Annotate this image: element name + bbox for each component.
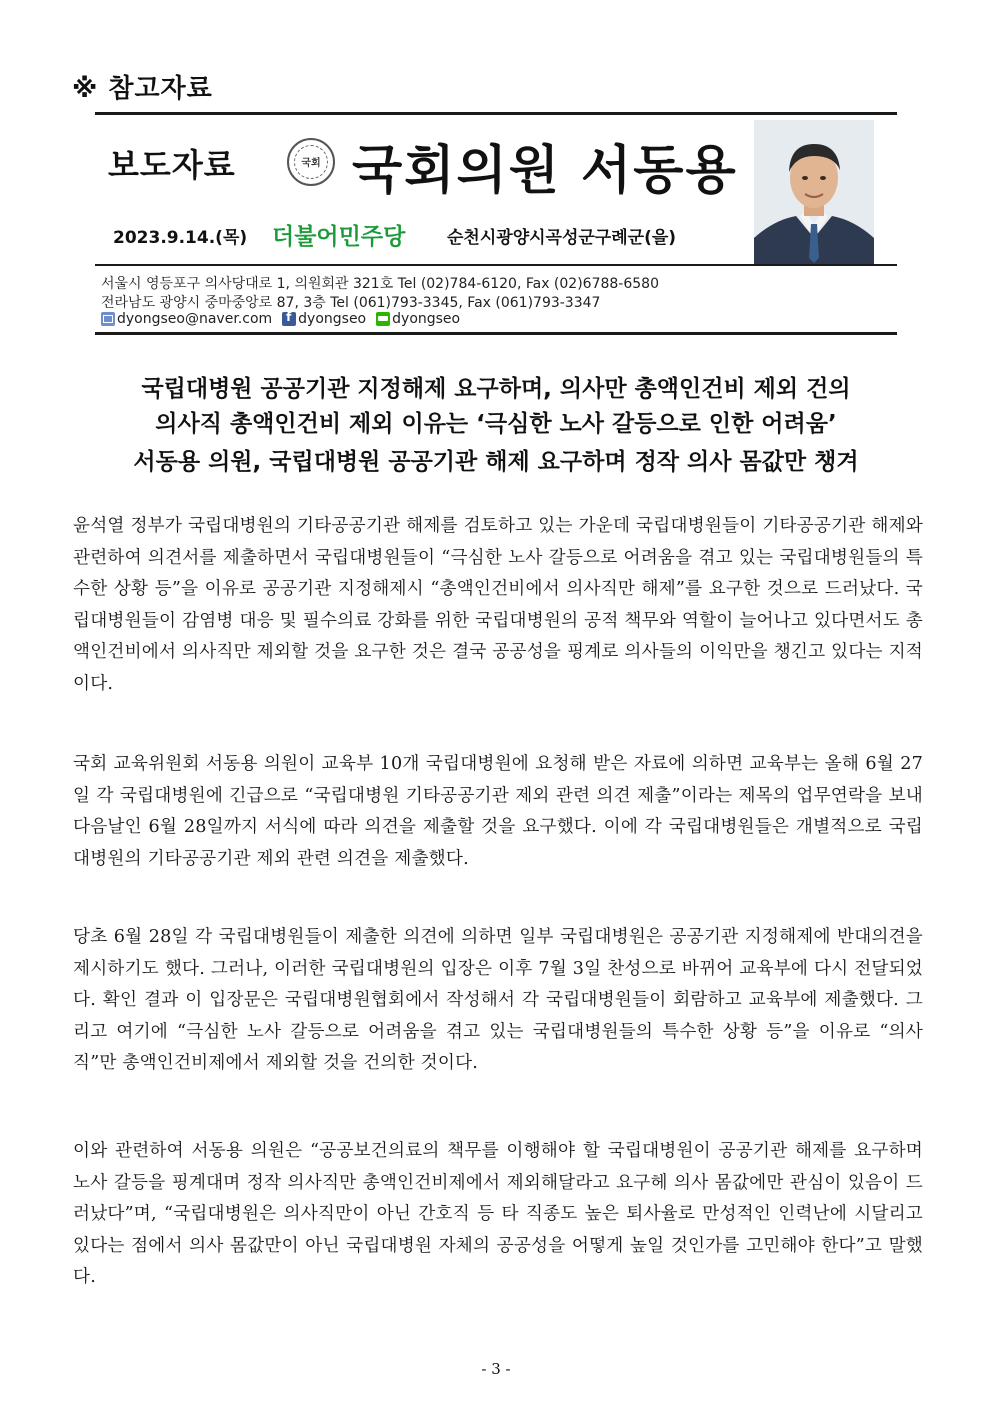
header-mid-rule <box>95 264 897 266</box>
blog-icon <box>376 312 390 326</box>
lawmaker-photo <box>754 120 874 265</box>
body-paragraph-3: 당초 6월 28일 각 국립대병원들이 제출한 의견에 의하면 일부 국립대병원은 공공기관 지정해제에 반대의견을 제시하기도 했다. 그러나, 이러한 국립대병원의 입장은 이후 7월 3일 찬성으로 바뀌어 교육부에 다시 전달되었다. 확인 결과 이 입장문은 국립대병원협회에서 작성해서 각 국립대병원들이 회람하고 교육부에 제출했다. 그리고 여기에 “극심한 노사 갈등으로 어려움을 겪고 있는 국립대병원들의 특수한 상황 등”을 이유로 “의사직”만 총액인건비제에서 제외할 것을 건의한 것이다. <box>73 927 923 1074</box>
contact-local-office: 전라남도 광양시 중마중앙로 87, 3층 Tel (061)793-3345, Fax (061)793-3347 <box>101 295 601 311</box>
national-assembly-seal-icon <box>287 138 335 186</box>
body-paragraph-4: 이와 관련하여 서동용 의원은 “공공보건의료의 책무를 이행해야 할 국립대병원이 공공기관 해제를 요구하며 노사 갈등을 핑계대며 정작 의사직만 총액인건비제에서 제외해달라고 요구헤 의사 몸값에만 관심이 있음이 드러났다”며, “국립대병원은 의사직만이 아닌 간호직 등 타 직종도 높은 퇴사율로 만성적인 인력난에 시달리고 있다는 점에서 의사 몸값만이 아닌 국립대병원 자체의 공공성을 어떻게 높일 것인가를 고민해야 한다”고 말했다. <box>73 1141 923 1288</box>
seal-text: 국회 <box>301 158 321 169</box>
facebook-icon <box>282 312 296 326</box>
lawmaker-portrait-icon <box>754 120 874 265</box>
header-bottom-rule <box>95 332 897 335</box>
header-top-rule <box>95 112 897 115</box>
social-links <box>101 311 460 327</box>
headline-3: 서동용 의원, 국립대병원 공공기관 해제 요구하며 정작 의사 몸값만 챙겨 <box>133 449 859 475</box>
page-number: - 3 - <box>481 1360 511 1378</box>
blog-link[interactable]: dyongseo <box>392 311 461 327</box>
mail-icon <box>101 312 115 326</box>
lawmaker-title: 국회의원 서동용 <box>352 141 738 201</box>
facebook-link[interactable]: dyongseo <box>298 311 367 327</box>
press-date: 2023.9.14.(목) <box>113 228 248 248</box>
party-name: 더불어민주당 <box>272 224 406 250</box>
contact-seoul-office: 서울시 영등포구 의사당대로 1, 의원회관 321호 Tel (02)784-6120, Fax (02)6788-6580 <box>101 276 659 292</box>
district-name: 순천시광양시곡성군구례군(을) <box>447 228 677 248</box>
reference-label: ※ 참고자료 <box>72 74 213 104</box>
body-paragraph-2: 국회 교육위원회 서동용 의원이 교육부 10개 국립대병원에 요청해 받은 자료에 의하면 교육부는 올해 6월 27일 각 국립대병원에 긴급으로 “국립대병원 기타공공기관 제외 관련 의견 제출”이라는 제목의 업무연락을 보내 다음날인 6월 28일까지 서식에 따라 의견을 제출할 것을 요구했다. 이에 각 국립대병원들은 개별적으로 국립대병원의 기타공공기관 제외 관련 의견을 제출했다. <box>73 754 923 869</box>
headline-2: 의사직 총액인건비 제외 이유는 ‘극심한 노사 갈등으로 인한 어려움’ <box>155 411 837 437</box>
body-paragraph-1: 윤석열 정부가 국립대병원의 기타공공기관 해제를 검토하고 있는 가운데 국립대병원들이 기타공공기관 해제와 관련하여 의견서를 제출하면서 국립대병원들이 “극심한 노사 갈등으로 어려움을 겪고 있는 국립대병원들의 특수한 상황 등”을 이유로 공공기관 지정해제시 “총액인건비에서 의사직만 해제”를 요구한 것으로 드러났다. 국립대병원들이 감염병 대응 및 필수의료 강화를 위한 국립대병원의 공적 책무와 역할이 늘어나고 있다면서도 총액인건비에서 의사직만 제외할 것을 요구한 것은 결국 공공성을 핑계로 의사들의 이익만을 챙긴고 있다는 지적이다. <box>73 516 923 694</box>
headline-1: 국립대병원 공공기관 지정해제 요구하며, 의사만 총액인건비 제외 건의 <box>141 376 851 402</box>
email-link[interactable]: dyongseo@naver.com <box>117 311 273 327</box>
press-release-label: 보도자료 <box>108 146 236 184</box>
